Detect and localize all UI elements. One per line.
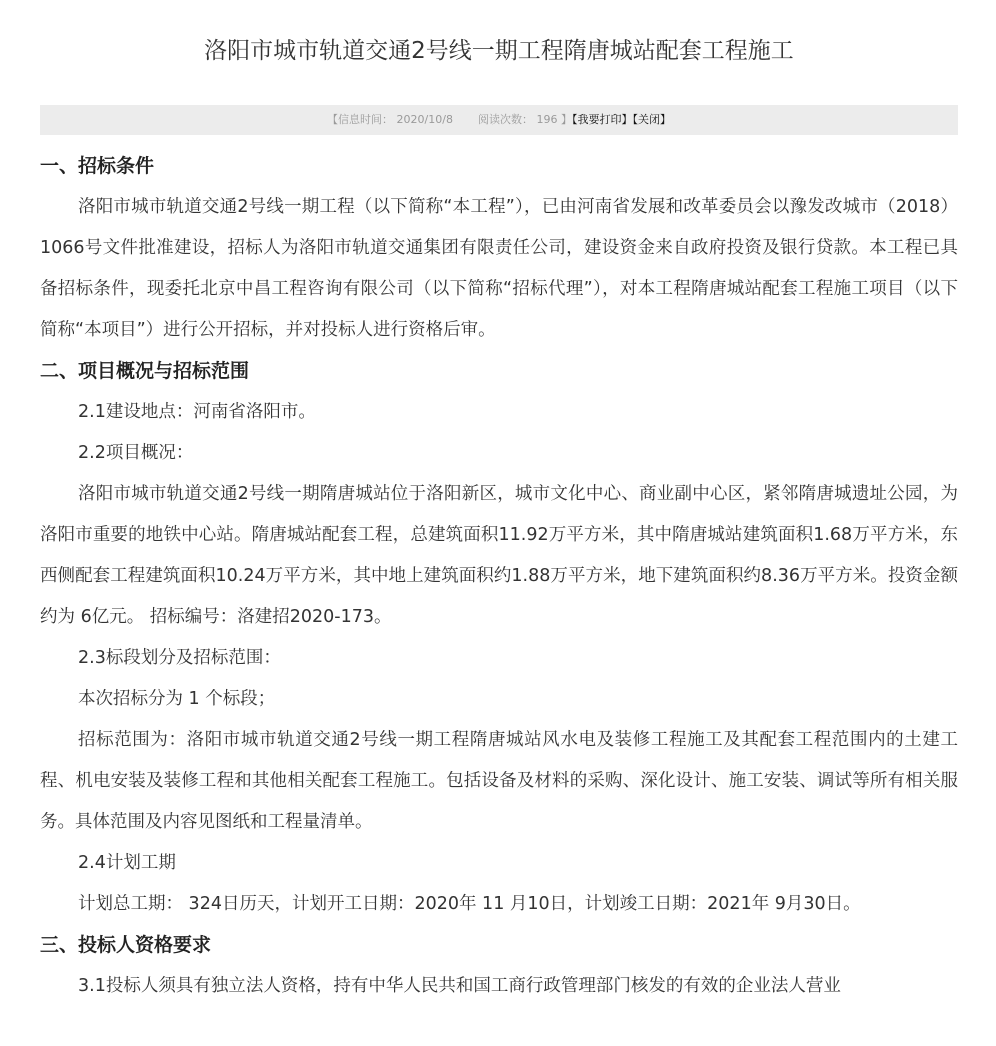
paragraph-location: 2.1建设地点：河南省洛阳市。 [78,402,316,422]
paragraph-bidding-scope: 招标范围为：洛阳市城市轨道交通2号线一期工程隋唐城站风水电及装修工程施工及其配套工程范围内的土建工程、机电安装及装修工程和其他相关配套工程施工。包括设备及材料的采购、深化设计、施工安装、调试等所有相关服务。具体范围及内容见图纸和工程量清单。 [40,730,958,832]
read-count-label: 阅读次数： [477,113,533,126]
paragraph-qualification-3-1: 3.1投标人须具有独立法人资格，持有中华人民共和国工商行政管理部门核发的有效的企业法人营业 [78,976,841,996]
info-time-value: 2020/10/8 [396,113,453,126]
paragraph-schedule-label: 2.4计划工期 [78,853,176,873]
paragraph-bidding-conditions: 洛阳市城市轨道交通2号线一期工程（以下简称“本工程”），已由河南省发展和改革委员会以豫发改城市（2018）1066号文件批准建设，招标人为洛阳市轨道交通集团有限责任公司，建设资金来自政府投资及银行贷款。本工程已具备招标条件，现委托北京中昌工程咨询有限公司（以下简称“招标代理”），对本工程隋唐城站配套工程施工项目（以下简称“本项目”）进行公开招标，并对投标人进行资格后审。 [40,197,958,340]
article-body [40,146,958,1007]
section-heading-bidding-conditions: 一、招标条件 [40,155,155,177]
paragraph-lot-division-label: 2.3标段划分及招标范围： [78,648,281,668]
close-link[interactable]: 【关闭】 [632,113,671,126]
article-meta-bar [40,105,958,135]
section-heading-project-overview: 二、项目概况与招标范围 [40,360,250,382]
page-title: 洛阳市城市轨道交通2号线一期工程隋唐城站配套工程施工 [204,38,794,64]
paragraph-schedule: 计划总工期： 324日历天，计划开工日期：2020年 11 月10日，计划竣工日期：2021年 9月30日。 [78,894,861,914]
section-heading-bidder-qualifications: 三、投标人资格要求 [40,934,212,956]
print-link[interactable]: 【我要打印】 [571,113,633,126]
paragraph-overview: 洛阳市城市轨道交通2号线一期隋唐城站位于洛阳新区，城市文化中心、商业副中心区，紧邻隋唐城遗址公园，为洛阳市重要的地铁中心站。隋唐城站配套工程，总建筑面积11.92万平方米，其中隋唐城站建筑面积1.68万平方米，东西侧配套工程建筑面积10.24万平方米，其中地上建筑面积约1.88万平方米，地下建筑面积约8.36万平方米。投资金额约为 6亿元。 招标编号：洛建招2020-173。 [40,484,958,627]
read-count-value: 196 [536,113,558,126]
info-time-label: 【信息时间： [327,113,394,126]
paragraph-lot-count: 本次招标分为 1 个标段； [78,689,276,709]
paragraph-overview-label: 2.2项目概况： [78,443,194,463]
meta-close-bracket: 】 [560,113,572,126]
